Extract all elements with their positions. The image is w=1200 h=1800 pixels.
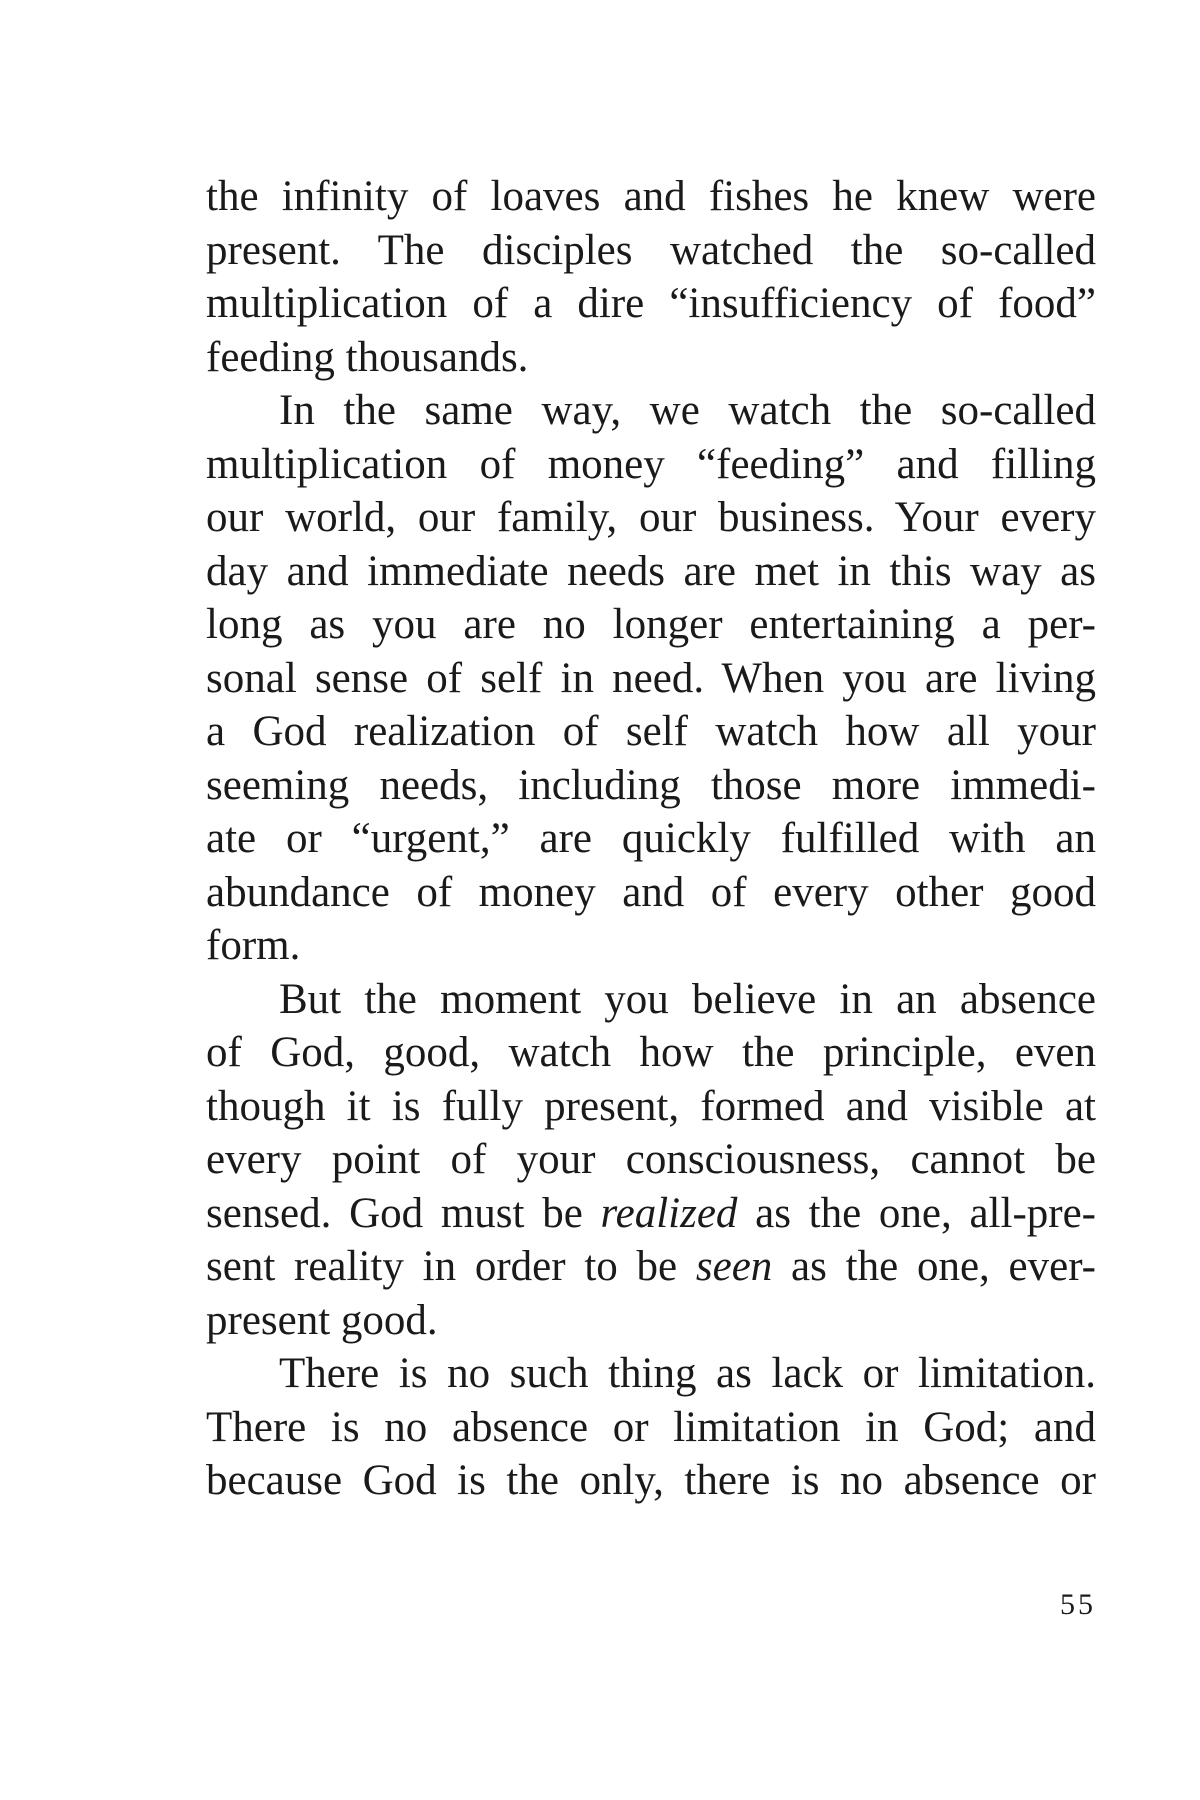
body-text (206, 170, 1096, 1508)
text-line: a God realization of self watch how all your (206, 708, 1096, 755)
text-run: sent reality in order to be (206, 1243, 696, 1290)
text-line: There is no such thing as lack or limitation. (279, 1350, 1096, 1397)
text-line: every point of your consciousness, cannot be (206, 1136, 1096, 1183)
text-run: as the one, ever- (772, 1243, 1096, 1290)
text-line: present. The disciples watched the so-called (206, 226, 1096, 274)
text-line: our world, our family, our business. Your every (206, 494, 1096, 541)
paragraph-1 (206, 170, 1096, 384)
text-line (206, 1240, 1096, 1294)
text-line: long as you are no longer entertaining a per- (206, 601, 1096, 648)
text-run: sensed. God must be (206, 1189, 601, 1237)
text-line: multiplication of money “feeding” and filling (206, 440, 1096, 488)
text-line: because God is the only, there is no absence or (206, 1457, 1096, 1504)
text-line (206, 1187, 1096, 1241)
text-line: But the moment you believe in an absence (279, 975, 1096, 1023)
text-line: ate or “urgent,” are quickly fulfilled with an (206, 815, 1096, 862)
page-number: 55 (1060, 1588, 1096, 1621)
text-line: feeding thousands. (206, 333, 529, 381)
emphasis-realized: realized (600, 1189, 738, 1237)
text-line: present good. (206, 1296, 438, 1344)
text-line: seeming needs, including those more immedi- (206, 761, 1096, 809)
text-line: though it is fully present, formed and visible at (206, 1082, 1096, 1130)
text-line: There is no absence or limitation in God; and (206, 1403, 1096, 1451)
text-run: as the one, all-pre- (737, 1189, 1096, 1237)
text-line: of God, good, watch how the principle, even (206, 1029, 1096, 1076)
emphasis-seen: seen (695, 1243, 773, 1290)
text-line: In the same way, we watch the so-called (279, 387, 1096, 434)
text-line: day and immediate needs are met in this way as (206, 547, 1096, 595)
paragraph-2 (206, 384, 1096, 973)
text-line: abundance of money and of every other good (206, 868, 1096, 916)
paragraph-3 (206, 973, 1096, 1348)
text-line: form. (206, 922, 301, 969)
text-line: multiplication of a dire “insufficiency of food” (206, 280, 1096, 327)
paragraph-4 (206, 1347, 1096, 1508)
text-line: the infinity of loaves and fishes he knew were (206, 173, 1096, 220)
text-line: sonal sense of self in need. When you are living (206, 654, 1096, 702)
